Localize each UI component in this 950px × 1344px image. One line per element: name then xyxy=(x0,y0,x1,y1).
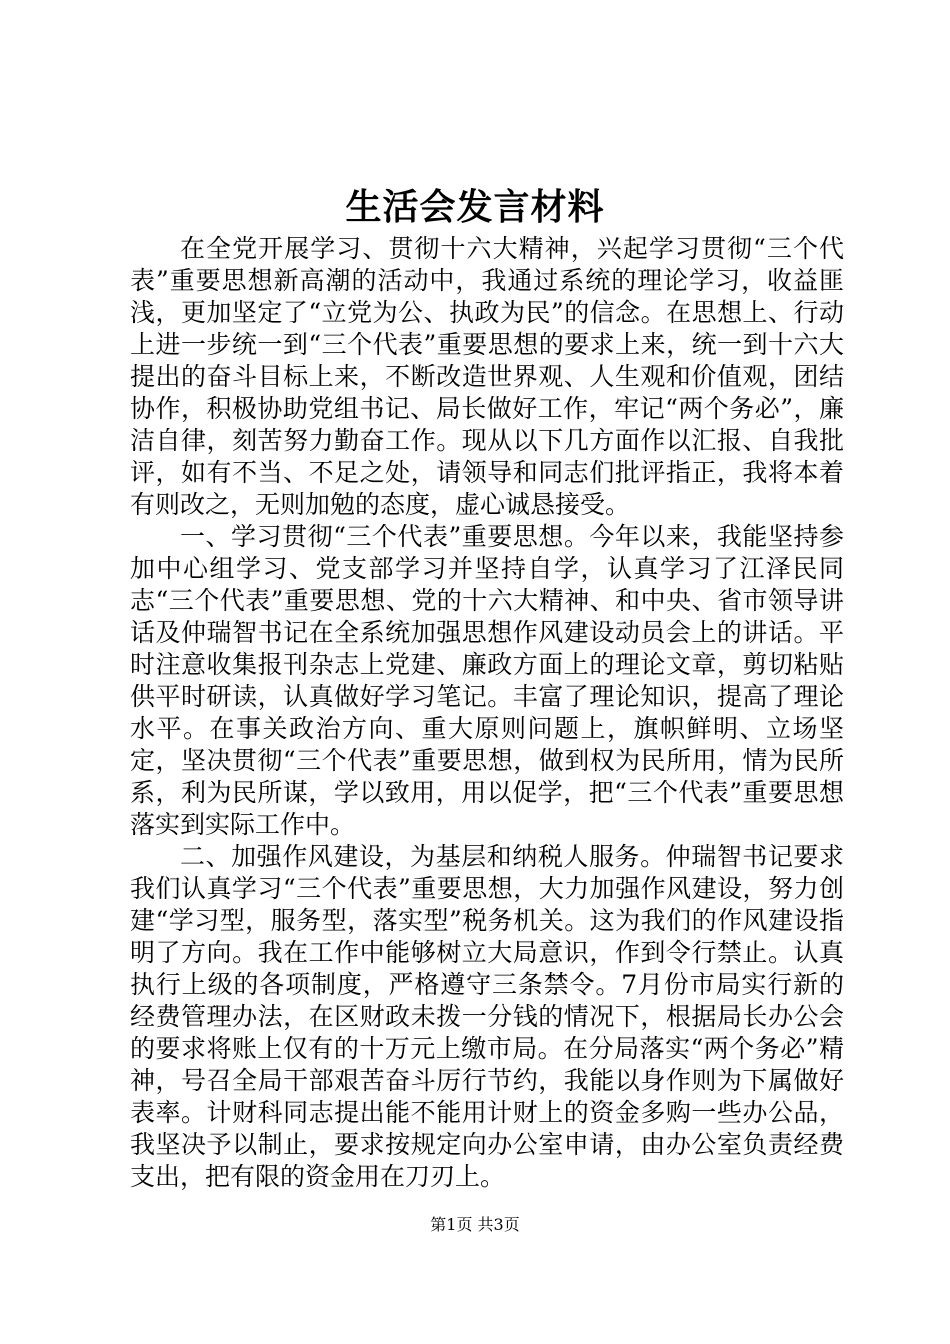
document-body xyxy=(130,233,844,1193)
paragraph-section-1: 一、学习贯彻“三个代表”重要思想。今年以来，我能坚持参加中心组学习、党支部学习并坚持自学，认真学习了江泽民同志“三个代表”重要思想、党的十六大精神、和中央、省市领导讲话及仲瑞智书记在全系统加强思想作风建设动员会上的讲话。平时注意收集报刊杂志上党建、廉政方面上的理论文章，剪切粘贴供平时研读，认真做好学习笔记。丰富了理论知识，提高了理论水平。在事关政治方向、重大原则问题上，旗帜鲜明、立场坚定，坚决贯彻“三个代表”重要思想，做到权为民所用，情为民所系，利为民所谋，学以致用，用以促学，把“三个代表”重要思想落实到实际工作中。 xyxy=(130,522,844,839)
paragraph-intro: 在全党开展学习、贯彻十六大精神，兴起学习贯彻“三个代表”重要思想新高潮的活动中，我通过系统的理论学习，收益匪浅，更加坚定了“立党为公、执政为民”的信念。在思想上、行动上进一步统一到“三个代表”重要思想的要求上来，统一到十六大提出的奋斗目标上来，不断改造世界观、人生观和价值观，团结协作，积极协助党组书记、局长做好工作，牢记“两个务必”，廉洁自律，刻苦努力勤奋工作。现从以下几方面作以汇报、自我批评，如有不当、不足之处，请领导和同志们批评指正，我将本着有则改之，无则加勉的态度，虚心诚恳接受。 xyxy=(130,234,844,519)
page-number-footer: 第1页 共3页 xyxy=(430,1215,520,1234)
paragraph-section-2: 二、加强作风建设，为基层和纳税人服务。仲瑞智书记要求我们认真学习“三个代表”重要思想，大力加强作风建设，努力创建“学习型，服务型，落实型”税务机关。这为我们的作风建设指明了方向。我在工作中能够树立大局意识，作到令行禁止。认真执行上级的各项制度，严格遵守三条禁令。7月份市局实行新的经费管理办法，在区财政未拨一分钱的情况下，根据局长办公会的要求将账上仅有的十万元上缴市局。在分局落实“两个务必”精神，号召全局干部艰苦奋斗厉行节约，我能以身作则为下属做好表率。计财科同志提出能不能用计财上的资金多购一些办公品，我坚决予以制止，要求按规定向办公室申请，由办公室负责经费支出，把有限的资金用在刀刃上。 xyxy=(130,842,844,1191)
document-title: 生活会发言材料 xyxy=(345,186,605,228)
